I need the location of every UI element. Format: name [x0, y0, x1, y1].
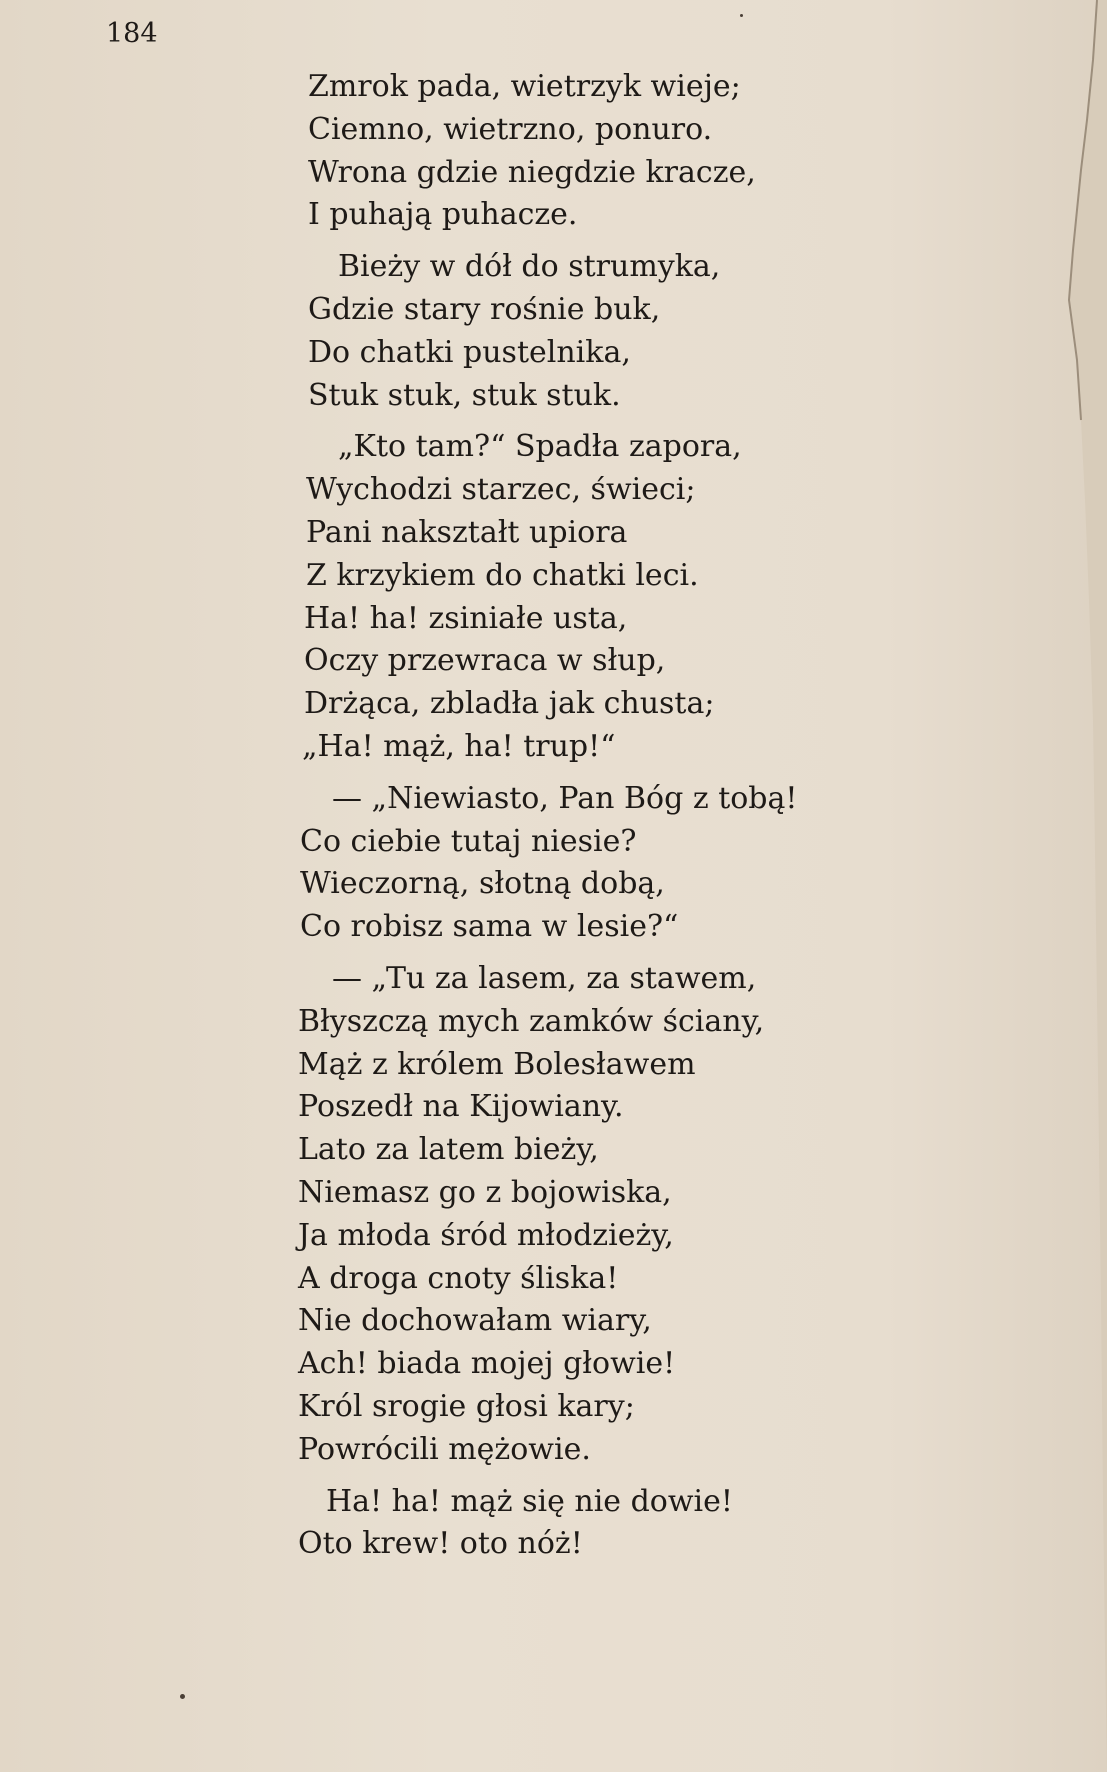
stanza-4 [298, 778, 858, 949]
poem-line: I puhają puhacze. [308, 197, 578, 233]
poem-line: Ciemno, wietrzno, ponuro. [308, 111, 713, 147]
stanza-3 [298, 426, 858, 768]
poem-line: Niemasz go z bojowiska, [298, 1174, 672, 1210]
poem-line: Ha! ha! zsiniałe usta, [304, 600, 628, 636]
poem-line: Poszedł na Kijowiany. [298, 1089, 624, 1125]
torn-page-edge [1037, 0, 1107, 1772]
poem-line: Wychodzi starzec, świeci; [306, 472, 696, 508]
poem-line: Wrona gdzie niegdzie kracze, [308, 154, 756, 190]
poem-line: Ja młoda śród młodzieży, [298, 1217, 674, 1253]
poem-line: Ha! ha! mąż się nie dowie! [326, 1483, 733, 1519]
page-number: 184 [106, 18, 158, 49]
stanza-6 [298, 1481, 858, 1567]
poem-line: — „Tu za lasem, za stawem, [332, 960, 757, 996]
poem-line: Co robisz sama w lesie?“ [300, 909, 679, 945]
poem-line: „Ha! mąż, ha! trup!“ [302, 728, 616, 764]
poem-line: Nie dochowałam wiary, [298, 1303, 652, 1339]
poem-line: Lato za latem bieży, [298, 1132, 599, 1168]
poem-line: Mąż z królem Bolesławem [298, 1046, 696, 1082]
poem-line: „Kto tam?“ Spadła zapora, [338, 429, 742, 465]
poem-line: Ach! biada mojej głowie! [298, 1346, 676, 1382]
poem-line: Powrócili mężowie. [298, 1431, 591, 1467]
poem-line: Król srogie głosi kary; [298, 1388, 635, 1424]
stanza-2 [298, 246, 858, 417]
stanza-5 [298, 958, 858, 1472]
poem [298, 66, 858, 1566]
poem-line: Co ciebie tutaj niesie? [300, 823, 637, 859]
poem-line: Do chatki pustelnika, [308, 334, 631, 370]
paper-speck [180, 1694, 185, 1699]
poem-line: Oczy przewraca w słup, [304, 643, 666, 679]
poem-line: Drżąca, zbladła jak chusta; [304, 686, 715, 722]
poem-line: Oto krew! oto nóż! [298, 1526, 583, 1562]
poem-line: Z krzykiem do chatki leci. [306, 557, 699, 593]
poem-line: — „Niewiasto, Pan Bóg z tobą! [332, 780, 798, 816]
poem-line: Gdzie stary rośnie buk, [308, 291, 661, 327]
poem-line: Zmrok pada, wietrzyk wieje; [308, 69, 741, 104]
paper-speck [740, 14, 743, 17]
stanza-1 [298, 66, 858, 237]
poem-line: Bieży w dół do strumyka, [338, 249, 721, 285]
poem-line: Błyszczą mych zamków ściany, [298, 1003, 765, 1039]
poem-line: Pani nakształt upiora [306, 514, 628, 550]
poem-line: A droga cnoty śliska! [298, 1260, 619, 1296]
poem-line: Wieczorną, słotną dobą, [300, 866, 665, 902]
poem-line: Stuk stuk, stuk stuk. [308, 377, 621, 413]
